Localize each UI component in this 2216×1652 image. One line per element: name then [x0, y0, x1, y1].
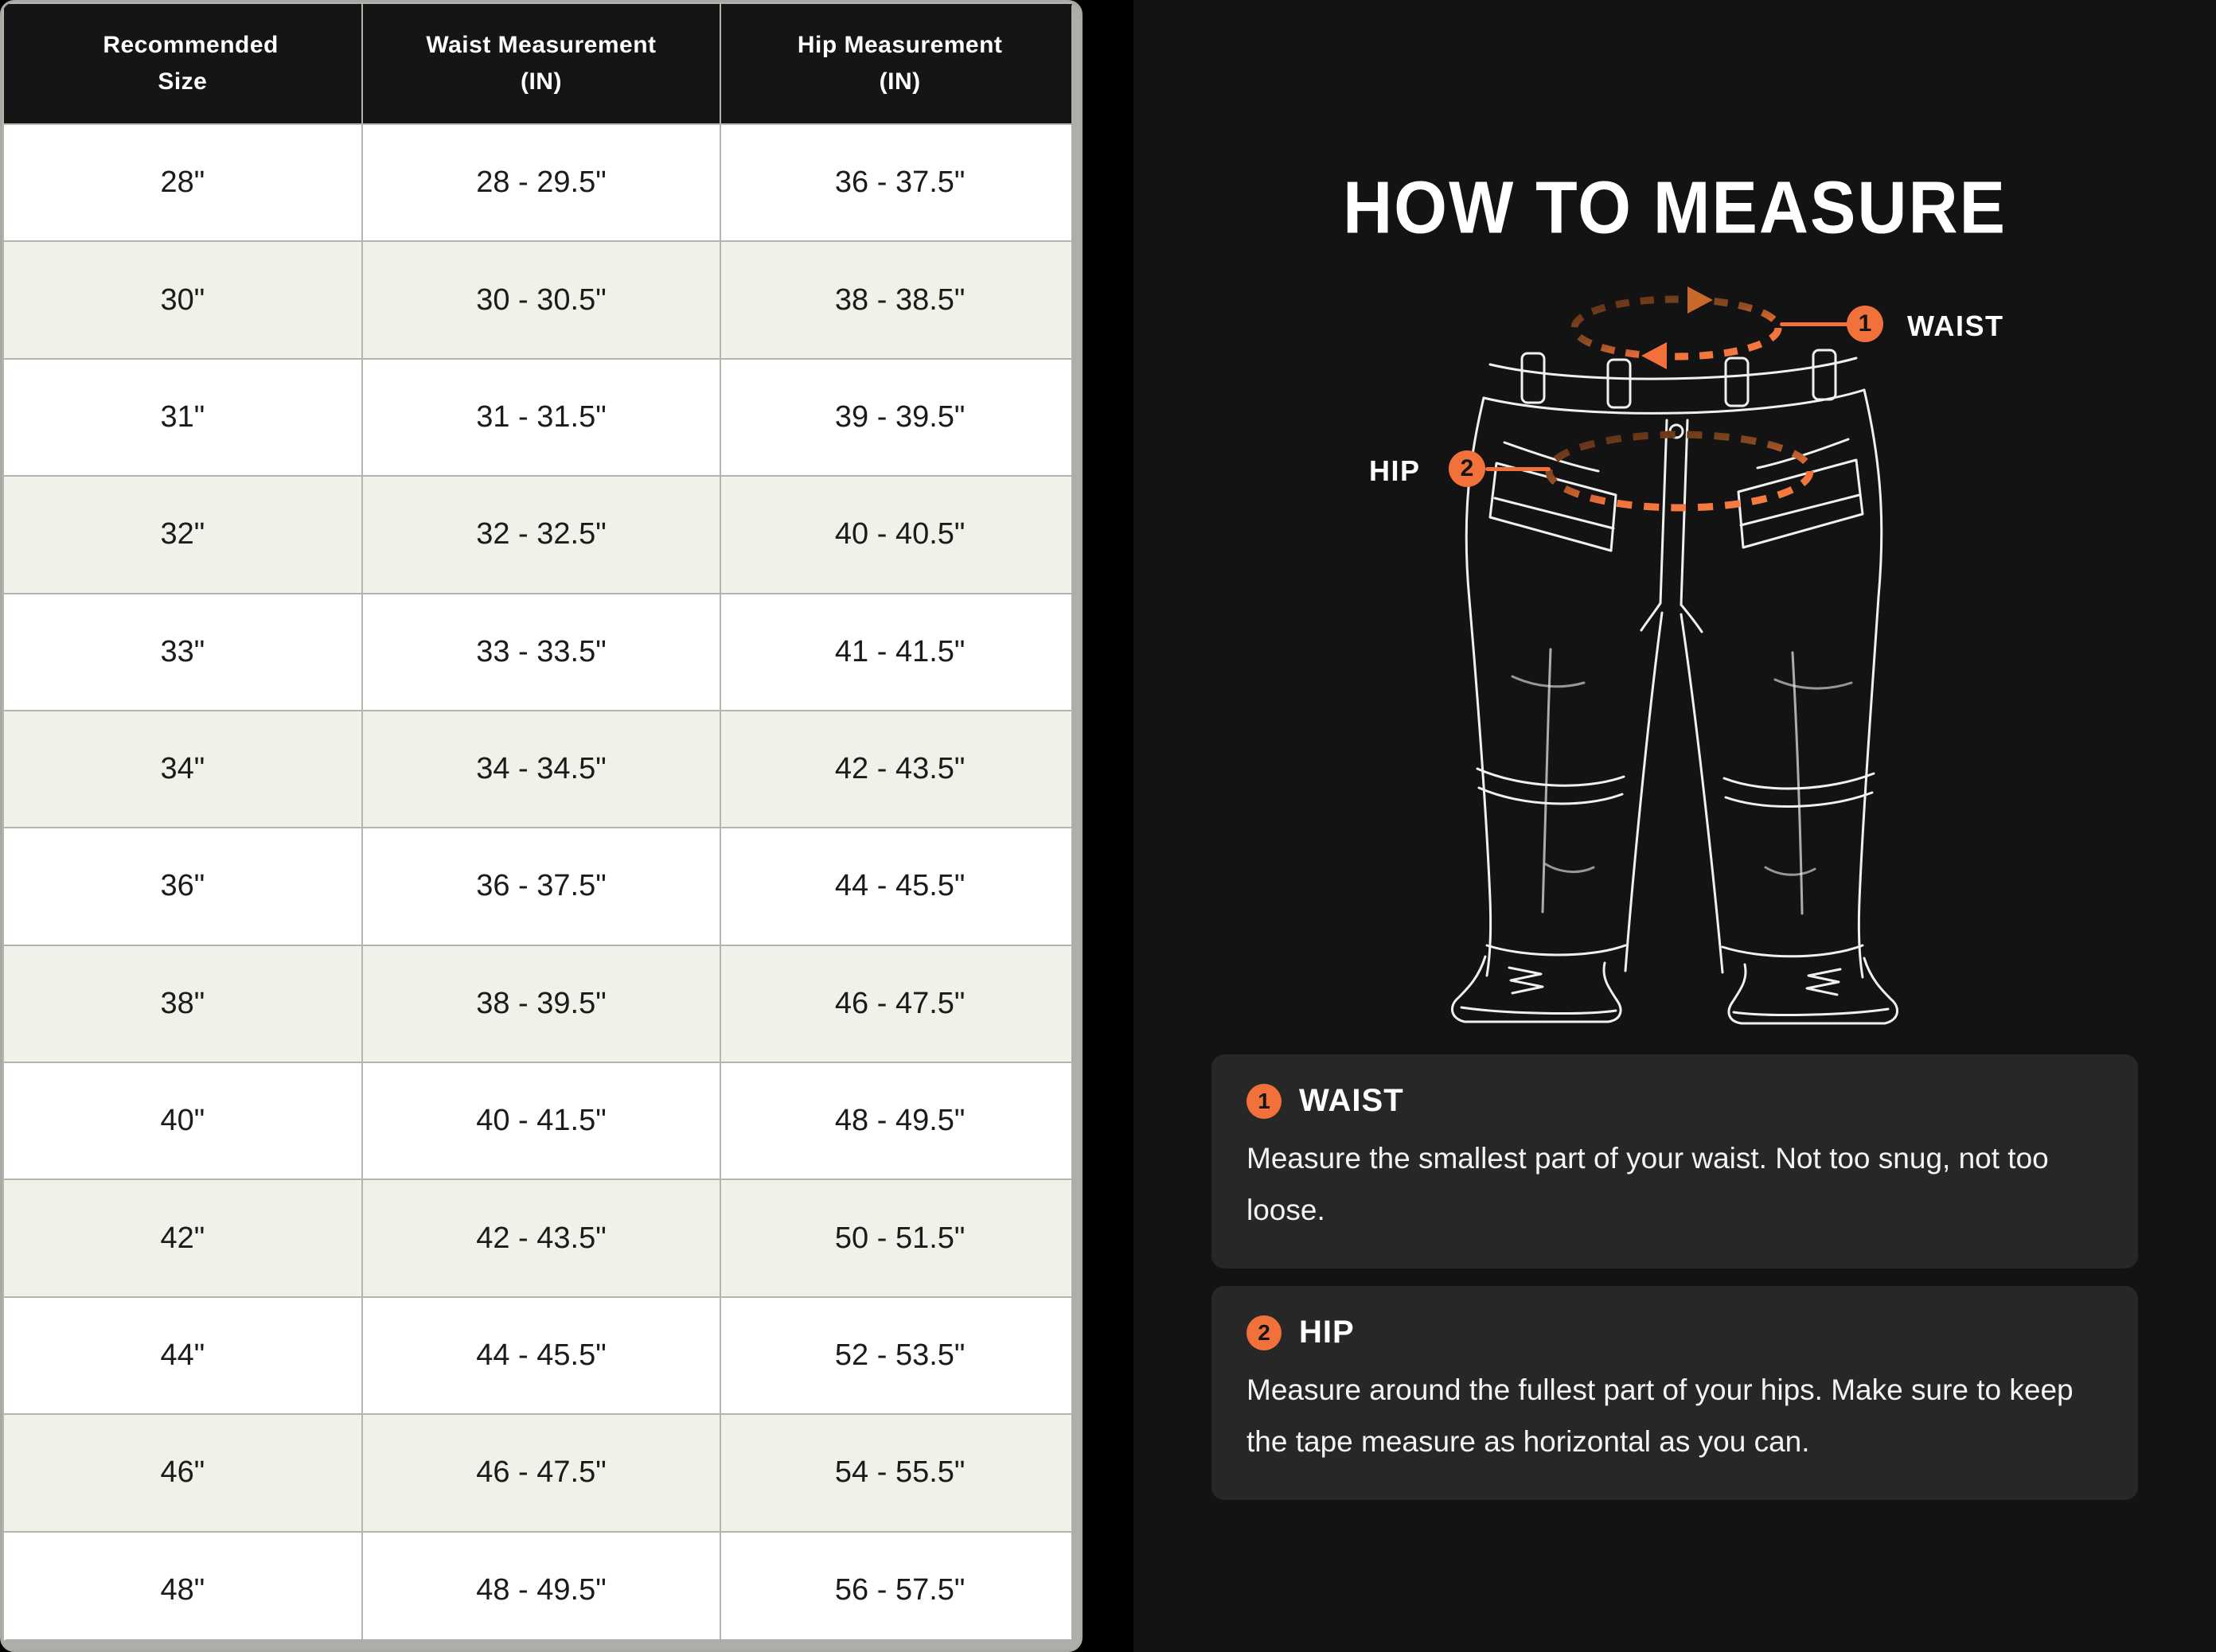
- table-row: [3, 241, 1079, 358]
- table-row: [3, 124, 1079, 241]
- hip-cell: 50 - 51.5": [720, 1179, 1079, 1296]
- table-row: [3, 828, 1079, 945]
- waist-callout-badge: 1: [1847, 306, 1883, 342]
- column-header-waist: [362, 3, 721, 124]
- size-cell: 44": [3, 1297, 362, 1414]
- table-row: [3, 476, 1079, 593]
- column-header-hip-label: Hip Measurement (IN): [797, 31, 1003, 95]
- hip-cell: 56 - 57.5": [720, 1532, 1079, 1650]
- waist-cell: 40 - 41.5": [362, 1062, 721, 1179]
- column-header-size: [3, 3, 362, 124]
- size-cell: 31": [3, 359, 362, 476]
- size-chart-card: [0, 0, 1083, 1652]
- hip-cell: 40 - 40.5": [720, 476, 1079, 593]
- waist-callout-line: [1780, 322, 1848, 326]
- table-row: [3, 359, 1079, 476]
- pants-illustration: [1345, 263, 2006, 1034]
- waist-tip-card: [1211, 1054, 2138, 1268]
- column-header-hip: [720, 3, 1079, 124]
- hip-tip-header: [1246, 1315, 2103, 1350]
- hip-cell: 39 - 39.5": [720, 359, 1079, 476]
- waist-measure-ellipse: [1574, 299, 1778, 357]
- hip-cell: 36 - 37.5": [720, 124, 1079, 241]
- waist-tip-badge: 1: [1246, 1084, 1282, 1119]
- waist-tip-header: [1246, 1083, 2103, 1119]
- how-to-measure-panel: [1133, 0, 2216, 1652]
- hip-tip-card: [1211, 1286, 2138, 1500]
- waist-cell: 31 - 31.5": [362, 359, 721, 476]
- size-cell: 34": [3, 711, 362, 828]
- table-row: [3, 945, 1079, 1062]
- waist-tip-title: WAIST: [1299, 1083, 1404, 1118]
- waist-cell: 38 - 39.5": [362, 945, 721, 1062]
- waist-cell: 28 - 29.5": [362, 124, 721, 241]
- hip-tip-title: HIP: [1299, 1315, 1355, 1350]
- waist-cell: 33 - 33.5": [362, 594, 721, 711]
- table-row: [3, 1062, 1079, 1179]
- hip-cell: 48 - 49.5": [720, 1062, 1079, 1179]
- waist-cell: 32 - 32.5": [362, 476, 721, 593]
- table-row: [3, 1532, 1079, 1650]
- waist-cell: 48 - 49.5": [362, 1532, 721, 1650]
- size-cell: 48": [3, 1532, 362, 1650]
- hip-cell: 54 - 55.5": [720, 1414, 1079, 1531]
- waist-cell: 36 - 37.5": [362, 828, 721, 945]
- horizontal-scrollbar[interactable]: [2, 1639, 1080, 1650]
- size-cell: 32": [3, 476, 362, 593]
- header-row: [3, 3, 1079, 124]
- hip-measure-ellipse: [1549, 434, 1810, 508]
- size-cell: 30": [3, 241, 362, 358]
- waist-cell: 46 - 47.5": [362, 1414, 721, 1531]
- hip-tip-text: Measure around the fullest part of your hips. Make sure to keep the tape measure as horizontal as you can.: [1246, 1373, 2074, 1458]
- size-cell: 33": [3, 594, 362, 711]
- size-cell: 36": [3, 828, 362, 945]
- hip-cell: 42 - 43.5": [720, 711, 1079, 828]
- hip-cell: 52 - 53.5": [720, 1297, 1079, 1414]
- size-chart-body: [3, 124, 1079, 1649]
- size-cell: 40": [3, 1062, 362, 1179]
- hip-callout-label: HIP: [1369, 454, 1421, 487]
- hip-tip-badge: 2: [1246, 1315, 1282, 1350]
- waist-arrow-left-icon: [1641, 342, 1667, 369]
- hip-callout-badge: 2: [1449, 450, 1485, 487]
- size-cell: 42": [3, 1179, 362, 1296]
- column-header-waist-label: Waist Measurement (IN): [426, 31, 657, 95]
- size-cell: 38": [3, 945, 362, 1062]
- hip-cell: 46 - 47.5": [720, 945, 1079, 1062]
- table-row: [3, 594, 1079, 711]
- waist-cell: 34 - 34.5": [362, 711, 721, 828]
- waist-cell: 30 - 30.5": [362, 241, 721, 358]
- hip-cell: 44 - 45.5": [720, 828, 1079, 945]
- hip-cell: 38 - 38.5": [720, 241, 1079, 358]
- waist-callout-label: WAIST: [1907, 310, 2004, 342]
- table-row: [3, 1414, 1079, 1531]
- waist-tip-text: Measure the smallest part of your waist. Not too snug, not too loose.: [1246, 1142, 2049, 1226]
- size-cell: 46": [3, 1414, 362, 1531]
- size-cell: 28": [3, 124, 362, 241]
- waist-cell: 42 - 43.5": [362, 1179, 721, 1296]
- size-chart-header: [3, 3, 1079, 124]
- size-chart-table: [2, 2, 1080, 1650]
- page-title: HOW TO MEASURE: [1343, 166, 2007, 249]
- hip-callout-line: [1485, 467, 1551, 471]
- vertical-scrollbar[interactable]: [1071, 2, 1080, 1650]
- pants-outline: [1452, 350, 1897, 1023]
- table-row: [3, 711, 1079, 828]
- table-row: [3, 1297, 1079, 1414]
- table-row: [3, 1179, 1079, 1296]
- column-header-size-label: Recommended Size: [103, 31, 279, 95]
- waist-arrow-right-icon: [1687, 286, 1713, 314]
- hip-cell: 41 - 41.5": [720, 594, 1079, 711]
- waist-cell: 44 - 45.5": [362, 1297, 721, 1414]
